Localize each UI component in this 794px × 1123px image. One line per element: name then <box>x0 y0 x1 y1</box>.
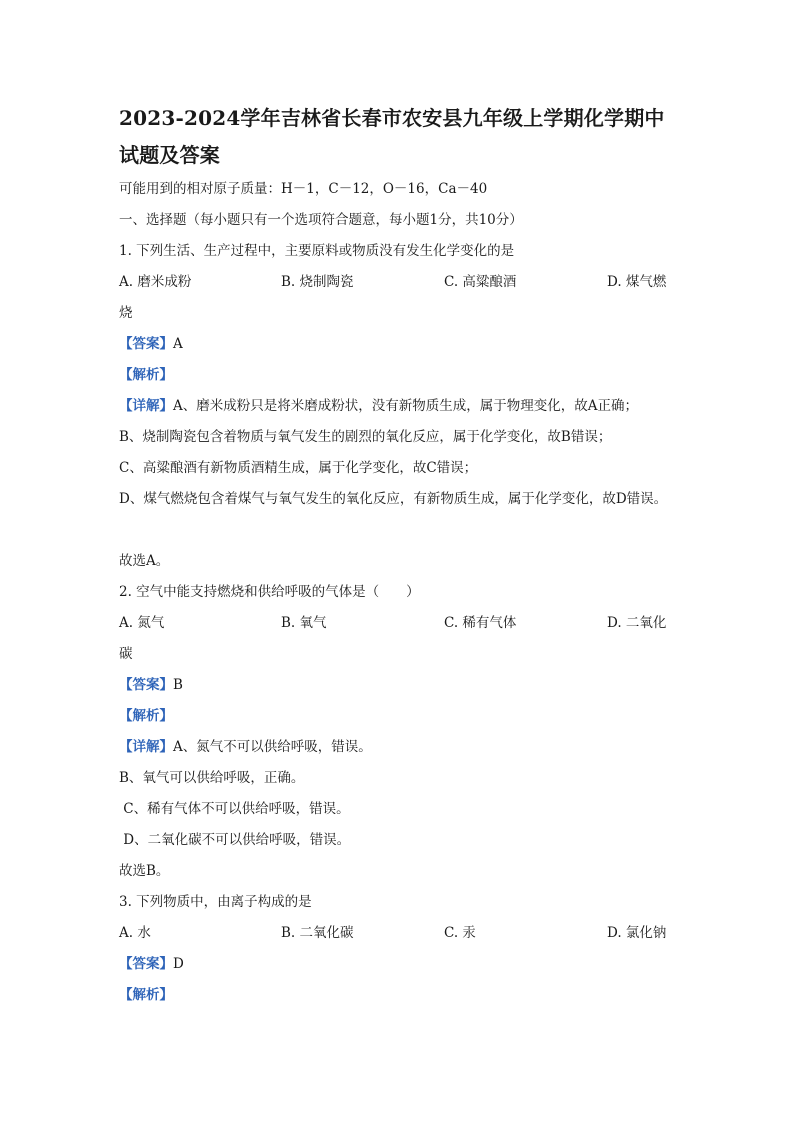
blank-line <box>119 515 719 546</box>
question-1-stem: 1. 下列生活、生产过程中，主要原料或物质没有发生化学变化的是 <box>119 243 515 259</box>
q2-analysis <box>119 701 719 732</box>
q1-option-d: D. 煤气燃 <box>607 274 667 290</box>
q2-detail-line-1 <box>119 732 719 763</box>
question-2-options <box>119 608 719 639</box>
q1-option-d-wrap: 烧 <box>119 305 133 321</box>
q3-option-c: C. 汞 <box>444 925 476 941</box>
detail-tag: 【详解】 <box>119 739 173 755</box>
answer-tag: 【答案】 <box>119 677 173 693</box>
question-3-options <box>119 918 719 949</box>
q1-option-b: B. 烧制陶瓷 <box>281 274 354 290</box>
q3-option-a: A. 水 <box>119 925 151 941</box>
answer-tag: 【答案】 <box>119 336 173 352</box>
document-page <box>119 100 719 1011</box>
q1-analysis <box>119 360 719 391</box>
analysis-tag: 【解析】 <box>119 987 173 1003</box>
q3-option-d: D. 氯化钠 <box>607 925 667 941</box>
answer-tag: 【答案】 <box>119 956 173 972</box>
q1-answer <box>119 329 719 360</box>
q1-option-a: A. 磨米成粉 <box>119 274 192 290</box>
document-title-line2: 试题及答案 <box>119 143 220 167</box>
q2-detail-line-3: C、稀有气体不可以供给呼吸，错误。 <box>119 801 350 817</box>
q3-answer-value: D <box>173 956 184 972</box>
question-3-stem: 3. 下列物质中，由离子构成的是 <box>119 894 312 910</box>
q3-answer <box>119 949 719 980</box>
q1-answer-value: A <box>173 336 183 352</box>
q1-detail-line-1 <box>119 391 719 422</box>
document-title-line1: 2023-2024学年吉林省长春市农安县九年级上学期化学期中 <box>119 106 665 130</box>
q2-option-c: C. 稀有气体 <box>444 615 517 631</box>
q2-detail-line-4: D、二氧化碳不可以供给呼吸，错误。 <box>119 832 351 848</box>
q3-analysis <box>119 980 719 1011</box>
q2-answer-value: B <box>173 677 183 693</box>
q2-answer <box>119 670 719 701</box>
q2-detail-text-1: A、氮气不可以供给呼吸，错误。 <box>173 739 372 755</box>
q2-conclusion: 故选B。 <box>119 863 170 879</box>
q3-option-b: B. 二氧化碳 <box>281 925 354 941</box>
atomic-mass-note: 可能用到的相对原子质量：H－1，C－12，O－16，Ca－40 <box>119 181 488 197</box>
question-2-stem: 2. 空气中能支持燃烧和供给呼吸的气体是（ ） <box>119 584 420 600</box>
detail-tag: 【详解】 <box>119 398 173 414</box>
q1-option-c: C. 高粱酿酒 <box>444 274 517 290</box>
q1-conclusion: 故选A。 <box>119 553 170 569</box>
q2-option-b: B. 氧气 <box>281 615 327 631</box>
q1-detail-line-4: D、煤气燃烧包含着煤气与氧气发生的氧化反应，有新物质生成，属于化学变化，故D错误。 <box>119 491 668 507</box>
q2-detail-line-2: B、氧气可以供给呼吸，正确。 <box>119 770 305 786</box>
section-heading: 一、选择题（每小题只有一个选项符合题意，每小题1分，共10分） <box>119 212 523 228</box>
q2-option-d: D. 二氧化 <box>607 615 667 631</box>
analysis-tag: 【解析】 <box>119 367 173 383</box>
q2-option-d-wrap: 碳 <box>119 646 133 662</box>
q1-detail-text-1: A、磨米成粉只是将米磨成粉状，没有新物质生成，属于物理变化，故A正确； <box>173 398 638 414</box>
q1-detail-line-3: C、高粱酿酒有新物质酒精生成，属于化学变化，故C错误； <box>119 460 478 476</box>
question-1-options <box>119 267 719 298</box>
q2-option-a: A. 氮气 <box>119 615 165 631</box>
q1-detail-line-2: B、烧制陶瓷包含着物质与氧气发生的剧烈的氧化反应，属于化学变化，故B错误； <box>119 429 612 445</box>
analysis-tag: 【解析】 <box>119 708 173 724</box>
